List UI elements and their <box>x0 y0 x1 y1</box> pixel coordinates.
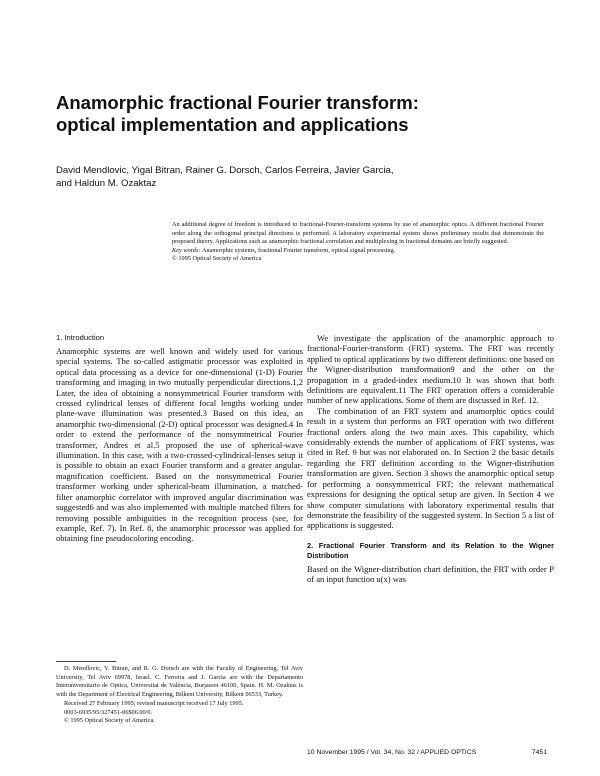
abstract <box>172 221 544 264</box>
abstract-text: An additional degree of freedom is introduced to fractional-Fourier-transform systems by use of anamorphic optics. A different fractional Fourier order along the orthogonal principal directions is performed. A laboratory experimental system shows preliminary results that demonstrate the proposed theory. Applications such as anamorphic fractional correlation and multiplexing in fractional domains are briefly suggested. <box>172 221 544 246</box>
section-1-heading: 1. Introduction <box>56 333 105 342</box>
intro-paragraph-3: The combination of an FRT system and anamorphic optics could result in a system that performs an FRT operation with two different fractional orders along the two main axes. This capability, which considerably extends the number of applications of FRT systems, was cited in Ref. 9 but was not elaborated on. In Section 2 the basic details regarding the FRT definition according to the Wigner-distribution transformation are given. Section 3 shows the anamorphic optical setup for performing a nonsymmetrical FRT; the relevant mathematical expressions for designing the optical setup are given. In Section 4 we show computer simulations with laboratory experimental results that demonstrate the feasibility of the suggested system. In Section 5 a list of applications is suggested. <box>307 405 554 531</box>
footnote-copyright: © 1995 Optical Society of America. <box>64 717 155 725</box>
footnotes <box>56 665 303 726</box>
authors-line-1: David Mendlovic, Yigal Bitran, Rainer G. Dorsch, Carlos Ferreira, Javier Garcia, <box>56 165 394 176</box>
intro-paragraph-2: We investigate the application of the anamorphic approach to fractional-Fourier-transform (FRT) systems. The FRT was recently applied to optical applications by two different definitions: one based on the Wigner-distribution transformation9 and the other on the propagation in a graded-index medium.10 It was shown that both definitions are equivalent.11 The FRT operation offers a considerable number of new applications. Some of them are discussed in Ref. 12. <box>307 333 554 406</box>
section-2-paragraph-1: Based on the Wigner-distribution chart definition, the FRT with order P of an input function u(x) was <box>307 563 554 585</box>
authors-line-2: and Haldun M. Ozaktaz <box>56 178 157 189</box>
title-line-2: optical implementation and applications <box>56 114 409 135</box>
abstract-copyright: © 1995 Optical Society of America <box>172 255 262 263</box>
keywords-line <box>172 247 544 256</box>
intro-paragraph-1: Anamorphic systems are well known and widely used for various special systems. The so-called astigmatic processor was exploited in optical data processing as a device for one-dimensional (1-D) Fourier transforming and imaging in two mutually perpendicular directions.1,2 Later, the idea of obtaining a nonsymmetrical Fourier transform with crossed cylindrical lenses of different focal lengths working under plane-wave illumination was presented.3 Based on this idea, an anamorphic two-dimensional (2-D) optical processor was designed.4 In order to extend the performance of the nonsymmetrical Fourier transformer, Andres et al.5 proposed the use of spherical-wave illumination. In this case, with a two-crossed-cylindrical-lenses setup it is possible to obtain an exact Fourier transform and a greater angular-magnification coefficient. Based on the nonsymmetrical Fourier transformer working under spherical-beam illumination, a matched-filter anamorphic correlator with improved angular discrimination was suggested6 and was also implemented with multiple matched filters for removing possible ambiguities in the recognition process (see, for example, Ref. 7). In Ref. 8, the anamorphic processor was applied for obtaining fine pseudocoloring encoding. <box>56 346 303 544</box>
section-2-heading: 2. Fractional Fourier Transform and its Relation to the Wigner Distribution <box>307 540 554 560</box>
keywords-label: Key words: <box>172 246 201 254</box>
right-column <box>307 333 554 585</box>
page-number: 7451 <box>531 749 547 756</box>
footnote-divider <box>56 661 116 662</box>
footnote-code: 0003-6935/95/327451-06$06.00/0. <box>64 708 153 716</box>
footnote-received: Received 27 February 1995; revised manuscript received 17 July 1995. <box>64 699 244 707</box>
running-footer <box>307 748 547 757</box>
author-list <box>56 164 576 190</box>
left-column <box>56 333 303 544</box>
keywords-text: Anamorphic systems, fractional Fourier transform, optical signal processing. <box>201 246 396 254</box>
title-line-1: Anamorphic fractional Fourier transform: <box>56 92 419 113</box>
footnote-affiliations: D. Mendlovic, Y. Bitran, and R. G. Dorsch are with the Faculty of Engineering, Tel Aviv University, Tel Aviv 69978, Israel. C. Ferreira and J. Garcia are with the Departamento Interuniversitario de Optica, Universitat de València, Burjassot 46100, Spain. H. M. Ozaktas is with the Department of Electrical Engineering, Bilkent University, Bilkent 06533, Turkey. <box>56 665 303 699</box>
paper-title <box>56 92 556 136</box>
journal-citation: 10 November 1995 / Vol. 34, No. 32 / APPLIED OPTICS <box>307 749 477 756</box>
